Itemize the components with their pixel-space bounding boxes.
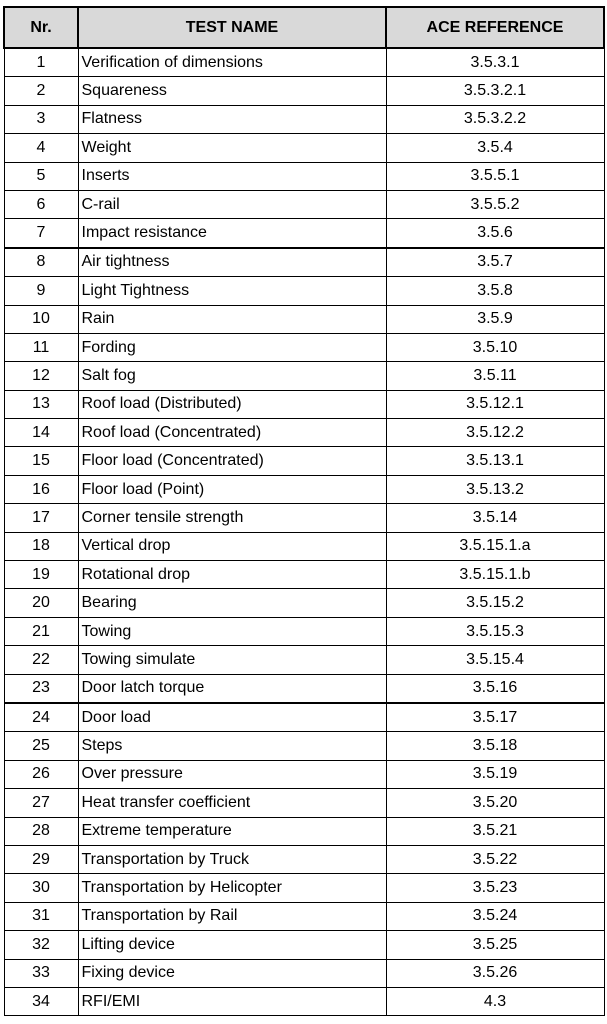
cell-nr: 24: [4, 703, 78, 732]
cell-nr: 8: [4, 248, 78, 277]
cell-test-name: Heat transfer coefficient: [78, 789, 386, 817]
cell-ace-reference: 3.5.15.2: [386, 589, 604, 617]
cell-nr: 4: [4, 134, 78, 162]
cell-nr: 31: [4, 902, 78, 930]
test-table: [3, 6, 605, 1016]
cell-nr: 32: [4, 931, 78, 959]
table-row: [4, 732, 604, 760]
table-row: [4, 419, 604, 447]
cell-ace-reference: 3.5.12.1: [386, 390, 604, 418]
table-row: [4, 475, 604, 503]
cell-ace-reference: 3.5.17: [386, 703, 604, 732]
cell-nr: 16: [4, 475, 78, 503]
cell-test-name: Inserts: [78, 162, 386, 190]
cell-nr: 30: [4, 874, 78, 902]
header-test-name: TEST NAME: [78, 7, 386, 48]
cell-ace-reference: 3.5.7: [386, 248, 604, 277]
table-row: [4, 305, 604, 333]
cell-nr: 29: [4, 845, 78, 873]
cell-ace-reference: 3.5.8: [386, 277, 604, 305]
cell-test-name: Flatness: [78, 105, 386, 133]
cell-nr: 23: [4, 674, 78, 703]
cell-ace-reference: 3.5.21: [386, 817, 604, 845]
cell-ace-reference: 3.5.15.1.a: [386, 532, 604, 560]
table-row: [4, 248, 604, 277]
cell-test-name: Fording: [78, 333, 386, 361]
cell-test-name: Squareness: [78, 77, 386, 105]
cell-test-name: Transportation by Helicopter: [78, 874, 386, 902]
cell-test-name: Corner tensile strength: [78, 504, 386, 532]
cell-test-name: Weight: [78, 134, 386, 162]
table-row: [4, 703, 604, 732]
cell-ace-reference: 3.5.5.2: [386, 190, 604, 218]
cell-test-name: Light Tightness: [78, 277, 386, 305]
cell-nr: 33: [4, 959, 78, 987]
cell-test-name: Towing: [78, 617, 386, 645]
cell-test-name: Roof load (Distributed): [78, 390, 386, 418]
cell-test-name: Impact resistance: [78, 219, 386, 248]
cell-nr: 1: [4, 48, 78, 77]
table-header: [4, 7, 604, 48]
table-row: [4, 561, 604, 589]
cell-nr: 10: [4, 305, 78, 333]
cell-nr: 2: [4, 77, 78, 105]
cell-ace-reference: 3.5.13.2: [386, 475, 604, 503]
cell-test-name: Over pressure: [78, 760, 386, 788]
header-nr: Nr.: [4, 7, 78, 48]
cell-test-name: Bearing: [78, 589, 386, 617]
cell-ace-reference: 3.5.15.4: [386, 646, 604, 674]
cell-nr: 7: [4, 219, 78, 248]
cell-test-name: Air tightness: [78, 248, 386, 277]
table-row: [4, 817, 604, 845]
table-row: [4, 390, 604, 418]
cell-nr: 5: [4, 162, 78, 190]
cell-ace-reference: 4.3: [386, 987, 604, 1015]
cell-nr: 14: [4, 419, 78, 447]
cell-ace-reference: 3.5.15.1.b: [386, 561, 604, 589]
table-row: [4, 77, 604, 105]
cell-nr: 19: [4, 561, 78, 589]
header-ace-reference: ACE REFERENCE: [386, 7, 604, 48]
cell-ace-reference: 3.5.15.3: [386, 617, 604, 645]
cell-test-name: Verification of dimensions: [78, 48, 386, 77]
cell-nr: 15: [4, 447, 78, 475]
table-row: [4, 162, 604, 190]
cell-nr: 6: [4, 190, 78, 218]
cell-test-name: Transportation by Rail: [78, 902, 386, 930]
table-row: [4, 277, 604, 305]
cell-ace-reference: 3.5.26: [386, 959, 604, 987]
table-row: [4, 48, 604, 77]
cell-nr: 20: [4, 589, 78, 617]
table-row: [4, 333, 604, 361]
cell-nr: 26: [4, 760, 78, 788]
table-row: [4, 219, 604, 248]
cell-ace-reference: 3.5.19: [386, 760, 604, 788]
cell-nr: 12: [4, 362, 78, 390]
cell-ace-reference: 3.5.10: [386, 333, 604, 361]
table-row: [4, 902, 604, 930]
table-row: [4, 987, 604, 1015]
table-row: [4, 532, 604, 560]
cell-nr: 3: [4, 105, 78, 133]
cell-test-name: Rain: [78, 305, 386, 333]
table-row: [4, 845, 604, 873]
table-row: [4, 617, 604, 645]
cell-nr: 27: [4, 789, 78, 817]
table-row: [4, 646, 604, 674]
cell-ace-reference: 3.5.16: [386, 674, 604, 703]
header-row: [4, 7, 604, 48]
cell-nr: 17: [4, 504, 78, 532]
cell-nr: 11: [4, 333, 78, 361]
cell-ace-reference: 3.5.25: [386, 931, 604, 959]
table-row: [4, 931, 604, 959]
table-row: [4, 589, 604, 617]
cell-ace-reference: 3.5.23: [386, 874, 604, 902]
cell-test-name: Floor load (Concentrated): [78, 447, 386, 475]
cell-nr: 21: [4, 617, 78, 645]
cell-nr: 34: [4, 987, 78, 1015]
cell-test-name: RFI/EMI: [78, 987, 386, 1015]
table-row: [4, 874, 604, 902]
table-row: [4, 447, 604, 475]
table-row: [4, 190, 604, 218]
cell-test-name: Lifting device: [78, 931, 386, 959]
cell-nr: 22: [4, 646, 78, 674]
cell-test-name: Floor load (Point): [78, 475, 386, 503]
cell-ace-reference: 3.5.3.1: [386, 48, 604, 77]
cell-test-name: Rotational drop: [78, 561, 386, 589]
cell-ace-reference: 3.5.18: [386, 732, 604, 760]
cell-ace-reference: 3.5.3.2.1: [386, 77, 604, 105]
cell-test-name: Roof load (Concentrated): [78, 419, 386, 447]
cell-nr: 28: [4, 817, 78, 845]
cell-ace-reference: 3.5.9: [386, 305, 604, 333]
cell-nr: 9: [4, 277, 78, 305]
cell-test-name: Steps: [78, 732, 386, 760]
table-row: [4, 959, 604, 987]
cell-ace-reference: 3.5.20: [386, 789, 604, 817]
cell-nr: 25: [4, 732, 78, 760]
cell-test-name: Salt fog: [78, 362, 386, 390]
cell-test-name: Towing simulate: [78, 646, 386, 674]
table-row: [4, 789, 604, 817]
cell-nr: 13: [4, 390, 78, 418]
table-row: [4, 105, 604, 133]
table-row: [4, 504, 604, 532]
table-body: [4, 48, 604, 1016]
cell-ace-reference: 3.5.24: [386, 902, 604, 930]
cell-test-name: Door load: [78, 703, 386, 732]
cell-ace-reference: 3.5.5.1: [386, 162, 604, 190]
cell-ace-reference: 3.5.4: [386, 134, 604, 162]
cell-test-name: Fixing device: [78, 959, 386, 987]
table-row: [4, 674, 604, 703]
cell-ace-reference: 3.5.13.1: [386, 447, 604, 475]
table-row: [4, 362, 604, 390]
cell-ace-reference: 3.5.3.2.2: [386, 105, 604, 133]
cell-test-name: Extreme temperature: [78, 817, 386, 845]
cell-ace-reference: 3.5.11: [386, 362, 604, 390]
cell-ace-reference: 3.5.22: [386, 845, 604, 873]
cell-nr: 18: [4, 532, 78, 560]
cell-ace-reference: 3.5.6: [386, 219, 604, 248]
cell-test-name: Transportation by Truck: [78, 845, 386, 873]
cell-test-name: Vertical drop: [78, 532, 386, 560]
test-table-container: [3, 6, 603, 1016]
cell-ace-reference: 3.5.14: [386, 504, 604, 532]
cell-ace-reference: 3.5.12.2: [386, 419, 604, 447]
table-row: [4, 760, 604, 788]
cell-test-name: Door latch torque: [78, 674, 386, 703]
table-row: [4, 134, 604, 162]
cell-test-name: C-rail: [78, 190, 386, 218]
